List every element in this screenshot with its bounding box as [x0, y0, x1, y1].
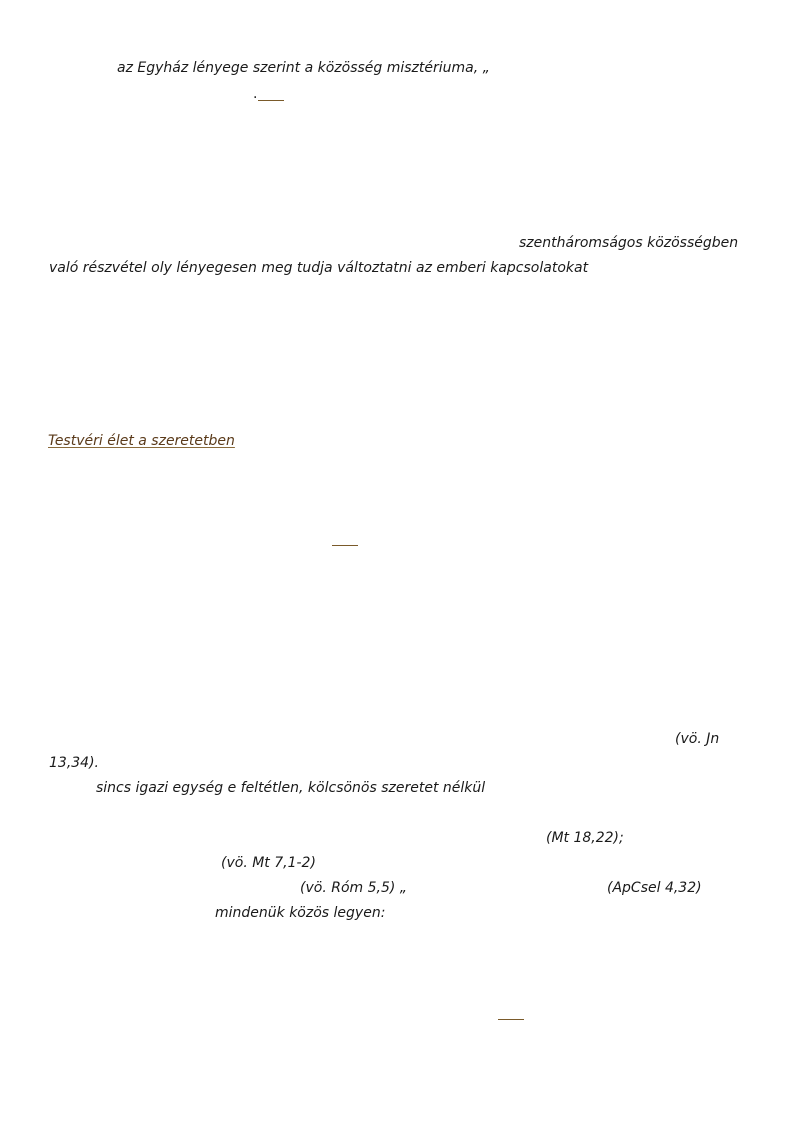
text-line-common: mindenük közös legyen: [215, 905, 386, 921]
section-heading-link[interactable]: Testvéri élet a szeretetben [48, 433, 235, 449]
reference-mt-7: (vö. Mt 7,1-2) [221, 855, 316, 871]
reference-jn-start: (vö. Jn [675, 731, 720, 747]
text-line-1: az Egyház lényege szerint a közösség misztériuma, „ [117, 60, 490, 76]
text-line-unity: sincs igazi egység e feltétlen, kölcsönös szeretet nélkül [96, 780, 486, 796]
reference-apcsel: (ApCsel 4,32) [607, 880, 702, 896]
reference-jn-end: 13,34). [49, 755, 99, 771]
reference-rom: (vö. Róm 5,5) „ [300, 880, 408, 896]
footnote-link-2[interactable] [332, 545, 358, 546]
sentence-period: . [253, 86, 258, 102]
footnote-link-1[interactable] [258, 100, 284, 101]
reference-mt-18: (Mt 18,22); [546, 830, 624, 846]
text-line-participation: való részvétel oly lényegesen meg tudja változtatni az emberi kapcsolatokat [49, 260, 589, 276]
footnote-link-3[interactable] [498, 1019, 524, 1020]
text-line-trinitarian: szentháromságos közösségben [519, 235, 739, 251]
